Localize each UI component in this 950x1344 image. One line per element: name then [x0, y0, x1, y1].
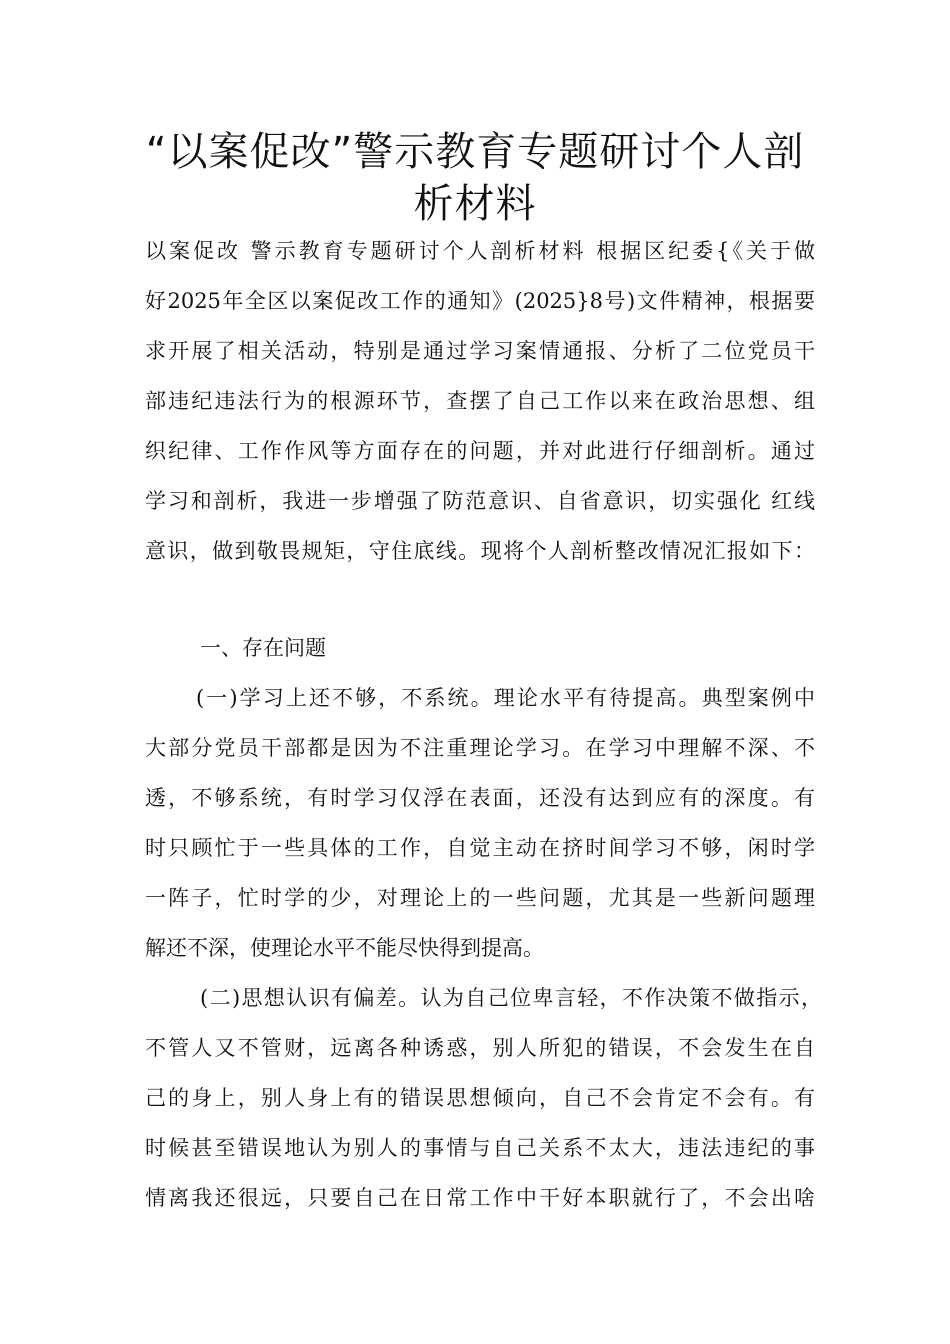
intro-line-3: 求开展了相关活动，特别是通过学习案情通报、分析了二位党员干: [145, 339, 815, 363]
intro-line-6: 学习和剖析，我进一步增强了防范意识、自省意识，切实强化 红线: [145, 489, 815, 513]
intro-line-4: 部违纪违法行为的根源环节，查摆了自己工作以来在政治思想、组: [145, 389, 815, 413]
section-heading: 一、存在问题: [200, 636, 326, 660]
para1-line-6: 解还不深，使理论水平不能尽快得到提高。: [145, 936, 544, 960]
para2-line-5: 情离我还很远，只要自己在日常工作中干好本职就行了，不会出啥: [145, 1186, 815, 1210]
para2-line-3: 己的身上，别人身上有的错误思想倾向，自己不会肯定不会有。有: [145, 1086, 815, 1110]
document-title-line-2: 析材料: [413, 181, 537, 227]
intro-line-2: 好2025年全区以案促改工作的通知》(2025}8号)文件精神，根据要: [145, 289, 815, 313]
intro-line-5: 织纪律、工作作风等方面存在的问题，并对此进行仔细剖析。通过: [145, 439, 815, 463]
para1-line-1: (一)学习上还不够，不系统。理论水平有待提高。典型案例中: [196, 686, 815, 710]
para2-line-4: 时候甚至错误地认为别人的事情与自己关系不太大，违法违纪的事: [145, 1136, 815, 1160]
para1-line-4: 时只顾忙于一些具体的工作，自觉主动在挤时间学习不够，闲时学: [145, 836, 815, 860]
document-title-line-1: “以案促改”警示教育专题研讨个人剖: [145, 129, 805, 175]
intro-line-1: 以案促改 警示教育专题研讨个人剖析材料 根据区纪委{《关于做: [145, 239, 815, 263]
para2-line-1: (二)思想认识有偏差。认为自己位卑言轻，不作决策不做指示，: [200, 986, 822, 1010]
para1-line-2: 大部分党员干部都是因为不注重理论学习。在学习中理解不深、不: [145, 736, 815, 760]
para2-line-2: 不管人又不管财，远离各种诱惑，别人所犯的错误，不会发生在自: [145, 1036, 815, 1060]
intro-line-7: 意识，做到敬畏规矩，守住底线。现将个人剖析整改情况汇报如下：: [145, 539, 815, 563]
para1-line-3: 透，不够系统，有时学习仅浮在表面，还没有达到应有的深度。有: [145, 786, 815, 810]
para1-line-5: 一阵子，忙时学的少，对理论上的一些问题，尤其是一些新问题理: [145, 886, 815, 910]
